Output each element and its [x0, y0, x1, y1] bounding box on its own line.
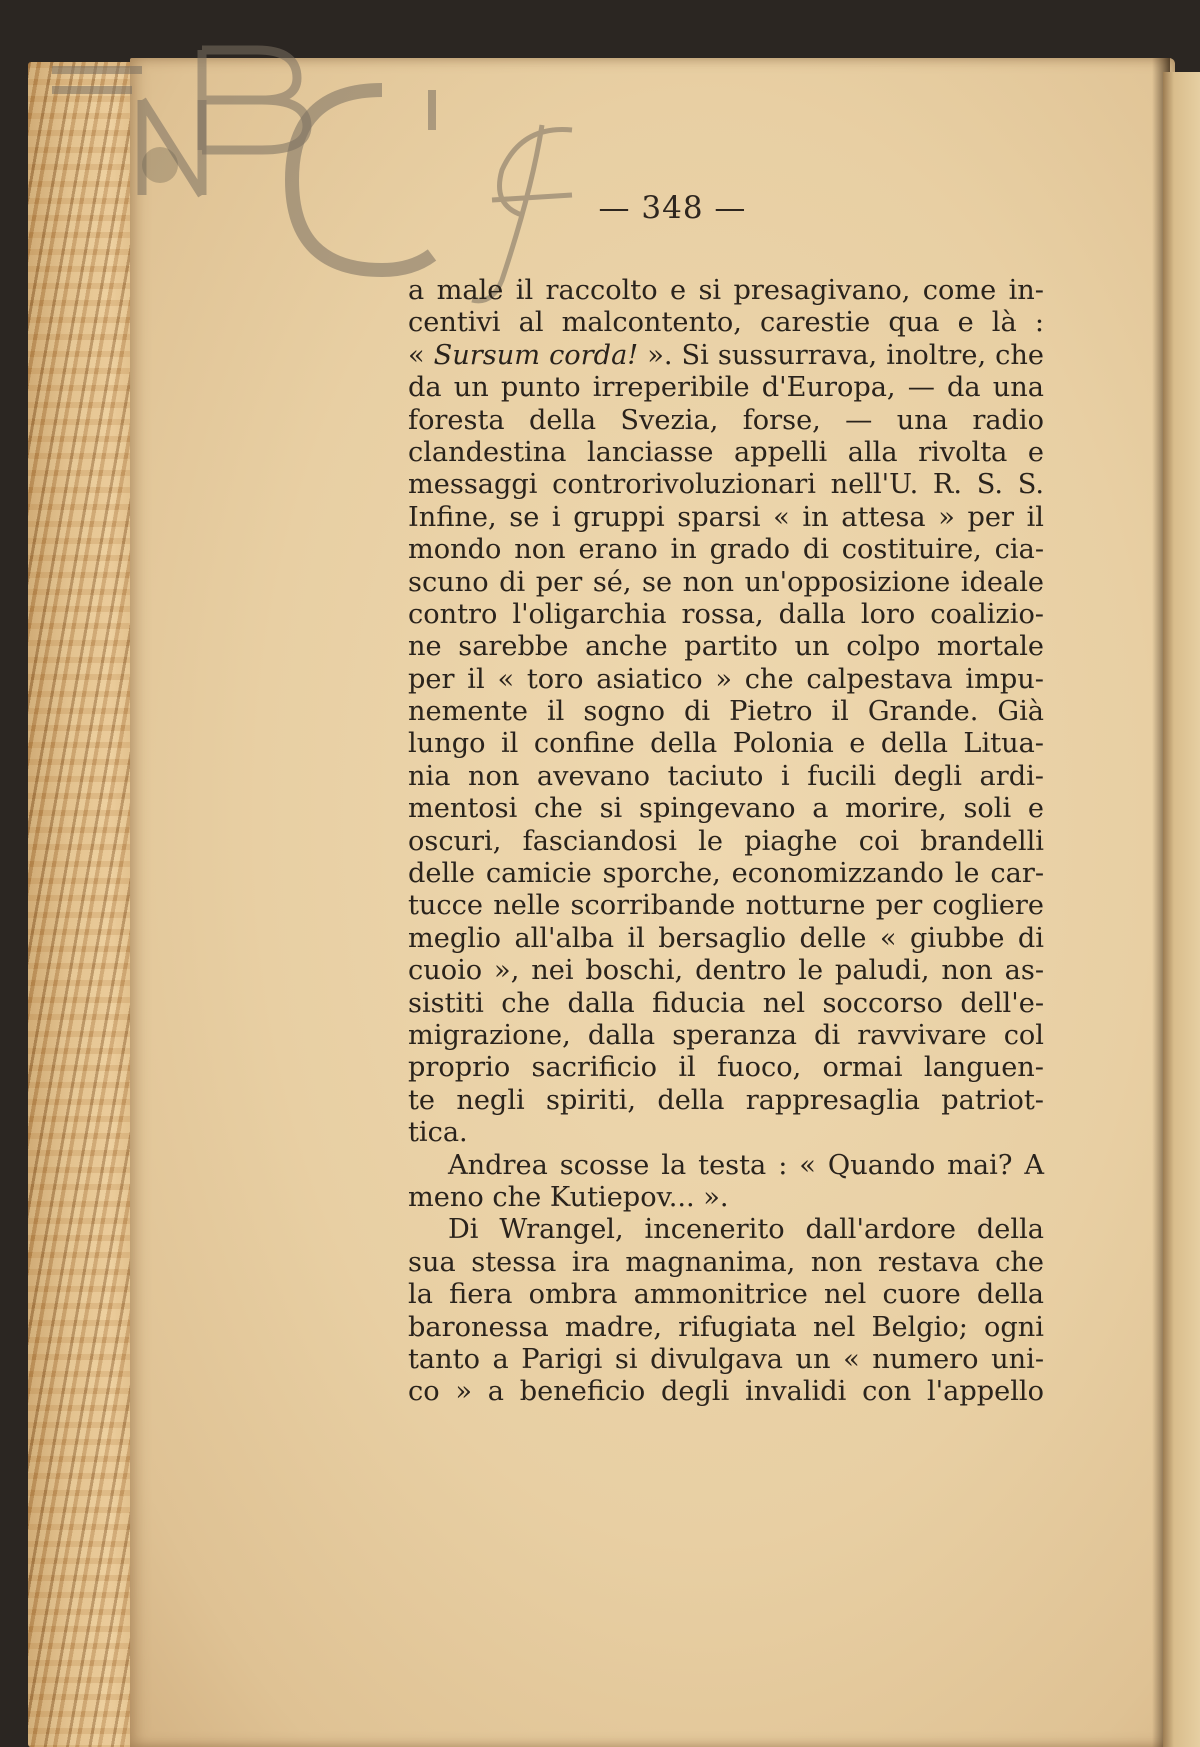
- text-line: proprio sacrificio il fuoco, ormai languen-: [408, 1052, 1044, 1084]
- text-line: nemente il sogno di Pietro il Grande. Già: [408, 696, 1044, 728]
- page-edges: [28, 62, 146, 1747]
- text-line: sua stessa ira magnanima, non restava che: [408, 1246, 1044, 1278]
- text-line: Infine, se i gruppi sparsi « in attesa » per il: [408, 501, 1044, 533]
- quote-open: «: [408, 339, 434, 371]
- text-line: cuoio », nei boschi, dentro le paludi, non as-: [408, 955, 1044, 987]
- text-line: per il « toro asiatico » che calpestava impu-: [408, 663, 1044, 695]
- adjacent-page: [1163, 72, 1200, 1747]
- text-line: oscuri, fasciandosi le piaghe coi brandelli: [408, 825, 1044, 857]
- text-line: tanto a Parigi si divulgava un « numero uni-: [408, 1343, 1044, 1375]
- text-line: scuno di per sé, se non un'opposizione ideale: [408, 566, 1044, 598]
- page-number: — 348 —: [598, 190, 747, 226]
- text-line: foresta della Svezia, forse, — una radio: [408, 404, 1044, 436]
- text-line: baronessa madre, rifugiata nel Belgio; ogni: [408, 1311, 1044, 1343]
- text-line: meno che Kutiepov... ».: [408, 1181, 729, 1213]
- text-line: messaggi controrivoluzionari nell'U. R. S. S.: [408, 469, 1044, 501]
- text-line: migrazione, dalla speranza di ravvivare col: [408, 1019, 1044, 1051]
- text-line: tica.: [408, 1117, 468, 1149]
- text-line: mentosi che si spingevano a morire, soli e: [408, 793, 1044, 825]
- text-line: Di Wrangel, incenerito dall'ardore della: [448, 1214, 1044, 1246]
- text-line: te negli spiriti, della rappresaglia patriot-: [408, 1084, 1044, 1116]
- text-line: la fiera ombra ammonitrice nel cuore della: [408, 1279, 1044, 1311]
- italic-phrase: Sursum corda!: [433, 339, 639, 371]
- text-line: meglio all'alba il bersaglio delle « giubbe di: [408, 922, 1044, 954]
- text-line: lungo il confine della Polonia e della Litua-: [408, 728, 1044, 760]
- text-line: mondo non erano in grado di costituire, cia-: [408, 534, 1044, 566]
- text-line: tucce nelle scorribande notturne per cogliere: [408, 890, 1044, 922]
- line-rest: ». Si sussurrava, inoltre, che: [638, 339, 1045, 371]
- text-line: ne sarebbe anche partito un colpo mortale: [408, 631, 1044, 663]
- text-line: contro l'oligarchia rossa, dalla loro coalizio-: [408, 598, 1044, 630]
- text-line: delle camicie sporche, economizzando le car-: [408, 858, 1044, 890]
- text-line: Andrea scosse la testa : « Quando mai? A: [448, 1149, 1044, 1181]
- body-text: [408, 275, 1044, 1409]
- text-line: centivi al malcontento, carestie qua e là :: [408, 307, 1044, 339]
- text-line: nia non avevano taciuto i fucili degli ardi-: [408, 760, 1044, 792]
- text-line: a male il raccolto e si presagivano, come in-: [408, 275, 1044, 306]
- text-line: co » a beneficio degli invalidi con l'appello: [408, 1376, 1044, 1408]
- text-line: sistiti che dalla fiducia nel soccorso dell'e-: [408, 987, 1044, 1019]
- text-line: da un punto irreperibile d'Europa, — da una: [408, 372, 1044, 404]
- text-line-with-italic: [408, 340, 1044, 372]
- text-line: clandestina lanciasse appelli alla rivolta e: [408, 436, 1044, 468]
